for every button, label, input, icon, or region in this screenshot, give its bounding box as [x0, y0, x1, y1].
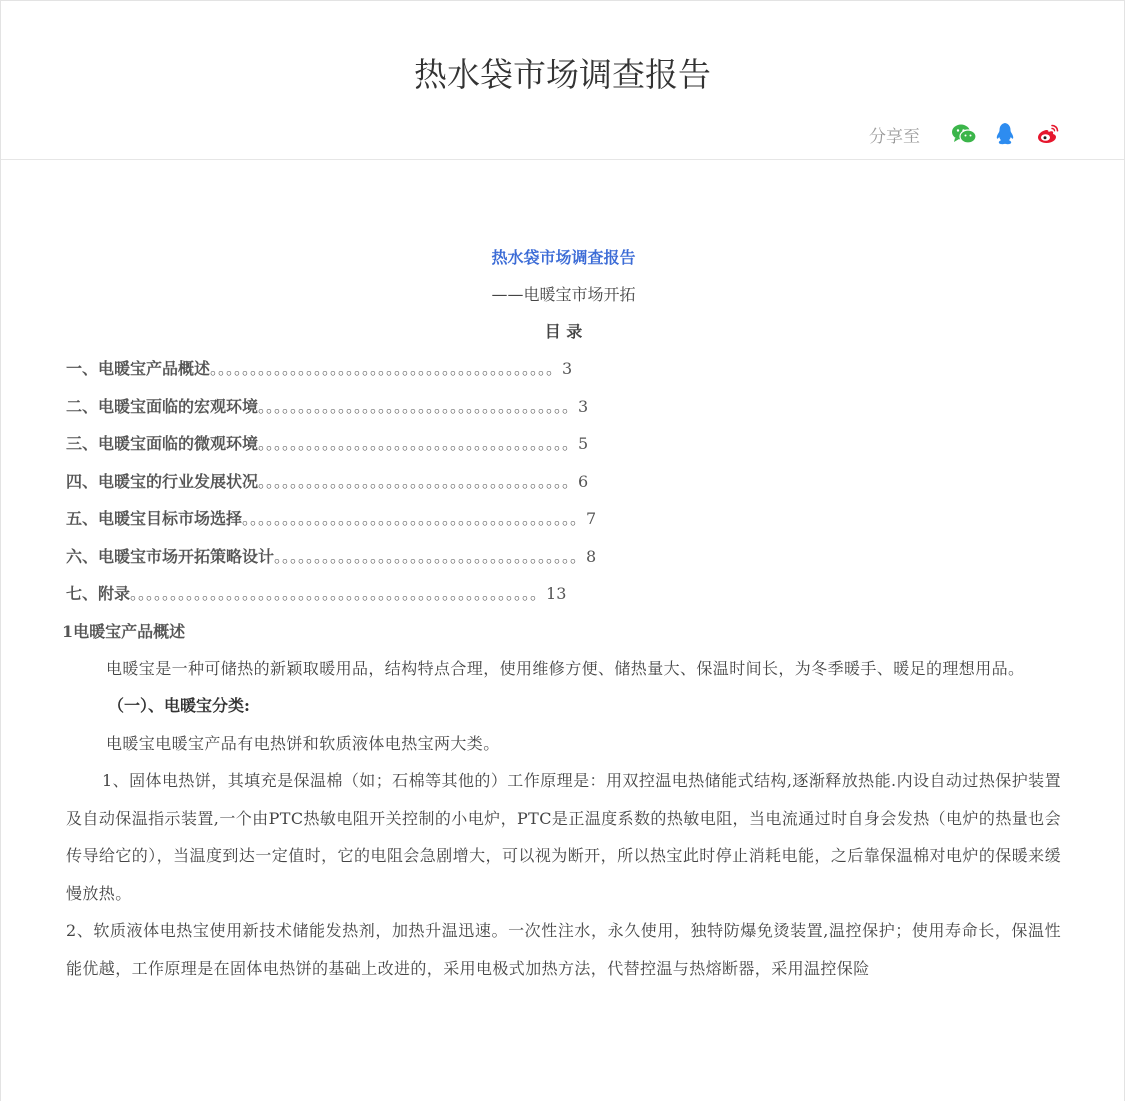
toc-item-label: 二、电暖宝面临的宏观环境: [66, 396, 259, 416]
toc-leader-dots: 。。。。。。。。。。。。。。。。。。。。。。。。。。。。。。。。。。。。。。。: [258, 396, 579, 416]
toc-item: [66, 500, 1061, 538]
toc-leader-dots: 。。。。。。。。。。。。。。。。。。。。。。。。。。。。。。。。。。。。。。。。。。: [242, 509, 587, 528]
toc-page-number: 3: [578, 396, 589, 416]
toc-page-number: 3: [562, 359, 573, 378]
article-body: [62, 239, 1061, 987]
section-heading: 1电暖宝产品概述: [62, 621, 186, 641]
toc-item-label: 三、电暖宝面临的微观环境: [66, 434, 259, 453]
toc-leader-dots: 。。。。。。。。。。。。。。。。。。。。。。。。。。。。。。。。。。。。。。。: [258, 471, 579, 491]
paragraph: 电暖宝是一种可储热的新颖取暖用品，结构特点合理，使用维修方便、储热量大、保温时间长，为冬季暖手、暖足的理想用品。: [106, 658, 1025, 678]
share-label: 分享至: [869, 126, 920, 147]
paragraph: 2、软质液体电热宝使用新技术储能发热剂，加热升温迅速。一次性注水，永久使用，独特防爆免烫装置,温控保护；使用寿命长，保温性能优越，工作原理是在固体电热饼的基础上改进的，采用电极式加热方法，代替控温与热熔断器，采用温控保险: [66, 921, 1061, 978]
toc-item: [66, 538, 1061, 576]
toc-page-number: 8: [586, 546, 597, 566]
table-of-contents: [66, 350, 1061, 613]
wechat-icon[interactable]: [951, 121, 977, 147]
toc-leader-dots: 。。。。。。。。。。。。。。。。。。。。。。。。。。。。。。。。。。。。。。: [274, 546, 587, 566]
share-bar: [869, 121, 1061, 147]
toc-page-number: 13: [546, 584, 567, 603]
toc-item-label: 六、电暖宝市场开拓策略设计: [66, 546, 275, 566]
toc-item: [66, 388, 1061, 426]
document-title: 热水袋市场调查报告: [491, 248, 636, 267]
toc-item-label: 四、电暖宝的行业发展状况: [66, 471, 259, 491]
toc-item-label: 一、电暖宝产品概述: [66, 359, 211, 378]
weibo-icon[interactable]: [1035, 121, 1061, 147]
toc-page-number: 5: [578, 434, 589, 453]
toc-leader-dots: 。。。。。。。。。。。。。。。。。。。。。。。。。。。。。。。。。。。。。。。。。。。: [210, 359, 563, 378]
page-title: 热水袋市场调查报告: [414, 55, 711, 94]
toc-item: [66, 575, 1061, 613]
page-header: [1, 1, 1124, 160]
subsection-heading: （一）、电暖宝分类:: [108, 696, 250, 715]
qq-icon[interactable]: [993, 121, 1019, 147]
toc-heading: 目 录: [544, 322, 583, 341]
toc-page-number: 7: [586, 509, 597, 528]
toc-item: [66, 463, 1061, 501]
toc-item: [66, 350, 1061, 388]
toc-page-number: 6: [578, 471, 589, 491]
document-subtitle: ——电暖宝市场开拓: [491, 285, 636, 304]
paragraph: 电暖宝电暖宝产品有电热饼和软质液体电热宝两大类。: [106, 733, 500, 753]
paragraph: 1、固体电热饼，其填充是保温棉（如；石棉等其他的）工作原理是：用双控温电热储能式结构,逐渐释放热能.内设自动过热保护装置及自动保温指示装置,一个由PTC热敏电阻开关控制的小电炉，PTC是正温度系数的热敏电阻，当电流通过时自身会发热（电炉的热量也会传导给它的），当温度到达一定值时，它的电阻会急剧增大，可以视为断开，所以热宝此时停止消耗电能，之后靠保温棉对电炉的保暖来缓慢放热。: [66, 771, 1061, 903]
toc-item: [66, 425, 1061, 463]
toc-leader-dots: 。。。。。。。。。。。。。。。。。。。。。。。。。。。。。。。。。。。。。。。: [258, 434, 579, 453]
toc-item-label: 七、附录: [66, 584, 131, 603]
toc-leader-dots: 。。。。。。。。。。。。。。。。。。。。。。。。。。。。。。。。。。。。。。。。。。。。。。。。。。。: [130, 584, 547, 603]
toc-item-label: 五、电暖宝目标市场选择: [66, 509, 243, 528]
